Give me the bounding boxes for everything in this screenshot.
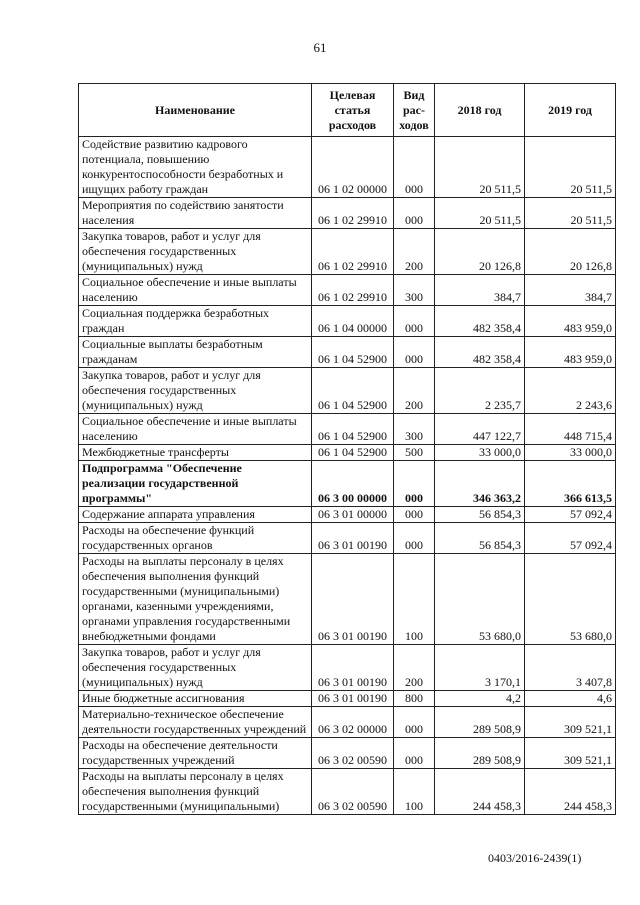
cell-expense-type: 000 xyxy=(394,707,435,738)
cell-2018: 56 854,3 xyxy=(435,523,525,554)
cell-2019: 483 959,0 xyxy=(525,337,616,368)
table-row xyxy=(79,414,616,445)
cell-name: Подпрограмма "Обеспечение реализации государственной программы" xyxy=(79,461,312,507)
table-row xyxy=(79,306,616,337)
cell-2019: 57 092,4 xyxy=(525,507,616,523)
cell-2018: 244 458,3 xyxy=(435,769,525,815)
table-row xyxy=(79,137,616,198)
table-body xyxy=(79,137,616,815)
table-row xyxy=(79,707,616,738)
cell-name: Расходы на выплаты персоналу в целях обеспечения выполнения функций государственными (муниципальными) органами, казенными учреждениями, органами управления государственными внебюджетными фондами xyxy=(79,554,312,645)
cell-target-code: 06 3 00 00000 xyxy=(312,461,394,507)
header-code: Целевая статья расходов xyxy=(312,84,394,137)
cell-2019: 309 521,1 xyxy=(525,738,616,769)
cell-2019: 4,6 xyxy=(525,691,616,707)
cell-expense-type: 000 xyxy=(394,337,435,368)
cell-name: Закупка товаров, работ и услуг для обеспечения государственных (муниципальных) нужд xyxy=(79,229,312,275)
cell-2019: 309 521,1 xyxy=(525,707,616,738)
cell-name: Закупка товаров, работ и услуг для обеспечения государственных (муниципальных) нужд xyxy=(79,645,312,691)
cell-expense-type: 000 xyxy=(394,137,435,198)
cell-expense-type: 100 xyxy=(394,769,435,815)
cell-2018: 482 358,4 xyxy=(435,337,525,368)
cell-name: Закупка товаров, работ и услуг для обеспечения государственных (муниципальных) нужд xyxy=(79,368,312,414)
cell-name: Социальное обеспечение и иные выплаты населению xyxy=(79,414,312,445)
table-row xyxy=(79,337,616,368)
cell-target-code: 06 1 02 29910 xyxy=(312,229,394,275)
cell-2019: 384,7 xyxy=(525,275,616,306)
header-2018: 2018 год xyxy=(435,84,525,137)
cell-target-code: 06 3 01 00190 xyxy=(312,523,394,554)
cell-target-code: 06 3 01 00190 xyxy=(312,554,394,645)
cell-2018: 447 122,7 xyxy=(435,414,525,445)
cell-name: Иные бюджетные ассигнования xyxy=(79,691,312,707)
cell-2018: 3 170,1 xyxy=(435,645,525,691)
cell-expense-type: 000 xyxy=(394,306,435,337)
cell-2018: 2 235,7 xyxy=(435,368,525,414)
cell-name: Мероприятия по содействию занятости населения xyxy=(79,198,312,229)
cell-2019: 33 000,0 xyxy=(525,445,616,461)
cell-target-code: 06 1 02 29910 xyxy=(312,198,394,229)
cell-name: Социальные выплаты безработным гражданам xyxy=(79,337,312,368)
cell-name: Межбюджетные трансферты xyxy=(79,445,312,461)
cell-target-code: 06 3 01 00190 xyxy=(312,645,394,691)
cell-target-code: 06 1 02 00000 xyxy=(312,137,394,198)
cell-2019: 57 092,4 xyxy=(525,523,616,554)
document-id: 0403/2016-2439(1) xyxy=(488,851,582,865)
cell-name: Расходы на обеспечение функций государственных органов xyxy=(79,523,312,554)
cell-2018: 289 508,9 xyxy=(435,738,525,769)
cell-target-code: 06 3 01 00190 xyxy=(312,691,394,707)
cell-2018: 20 511,5 xyxy=(435,198,525,229)
header-2019: 2019 год xyxy=(525,84,616,137)
cell-name: Материально-техническое обеспечение деятельности государственных учреждений xyxy=(79,707,312,738)
cell-name: Социальное обеспечение и иные выплаты населению xyxy=(79,275,312,306)
cell-2019: 3 407,8 xyxy=(525,645,616,691)
cell-target-code: 06 3 02 00590 xyxy=(312,738,394,769)
cell-target-code: 06 3 02 00000 xyxy=(312,707,394,738)
table-row xyxy=(79,368,616,414)
cell-target-code: 06 3 02 00590 xyxy=(312,769,394,815)
cell-expense-type: 300 xyxy=(394,414,435,445)
cell-target-code: 06 1 04 52900 xyxy=(312,368,394,414)
cell-expense-type: 000 xyxy=(394,507,435,523)
cell-expense-type: 200 xyxy=(394,368,435,414)
table-row xyxy=(79,523,616,554)
cell-name: Социальная поддержка безработных граждан xyxy=(79,306,312,337)
table-row xyxy=(79,229,616,275)
cell-expense-type: 200 xyxy=(394,645,435,691)
page-number: 61 xyxy=(313,40,327,55)
cell-2018: 33 000,0 xyxy=(435,445,525,461)
cell-name: Содействие развитию кадрового потенциала, повышению конкурентоспособности безработных и ищущих работу граждан xyxy=(79,137,312,198)
cell-2018: 346 363,2 xyxy=(435,461,525,507)
cell-expense-type: 000 xyxy=(394,461,435,507)
table-row xyxy=(79,507,616,523)
cell-2018: 384,7 xyxy=(435,275,525,306)
cell-name: Расходы на выплаты персоналу в целях обеспечения выполнения функций государственными (муниципальными) xyxy=(79,769,312,815)
cell-2019: 20 511,5 xyxy=(525,137,616,198)
header-kind: Вид рас-ходов xyxy=(394,84,435,137)
cell-2018: 482 358,4 xyxy=(435,306,525,337)
budget-table xyxy=(78,83,616,815)
cell-2019: 448 715,4 xyxy=(525,414,616,445)
cell-2018: 20 126,8 xyxy=(435,229,525,275)
cell-name: Расходы на обеспечение деятельности государственных учреждений xyxy=(79,738,312,769)
table-header-row xyxy=(79,84,616,137)
cell-target-code: 06 1 02 29910 xyxy=(312,275,394,306)
table-row xyxy=(79,554,616,645)
cell-2019: 53 680,0 xyxy=(525,554,616,645)
table-row xyxy=(79,275,616,306)
cell-expense-type: 100 xyxy=(394,554,435,645)
cell-expense-type: 000 xyxy=(394,198,435,229)
cell-2018: 4,2 xyxy=(435,691,525,707)
cell-2018: 20 511,5 xyxy=(435,137,525,198)
table-row xyxy=(79,645,616,691)
cell-2018: 56 854,3 xyxy=(435,507,525,523)
cell-expense-type: 200 xyxy=(394,229,435,275)
cell-expense-type: 800 xyxy=(394,691,435,707)
cell-name: Содержание аппарата управления xyxy=(79,507,312,523)
cell-2018: 53 680,0 xyxy=(435,554,525,645)
table-row xyxy=(79,198,616,229)
cell-2019: 20 126,8 xyxy=(525,229,616,275)
cell-target-code: 06 3 01 00000 xyxy=(312,507,394,523)
cell-2019: 2 243,6 xyxy=(525,368,616,414)
cell-2018: 289 508,9 xyxy=(435,707,525,738)
table-row xyxy=(79,691,616,707)
cell-target-code: 06 1 04 00000 xyxy=(312,306,394,337)
cell-2019: 366 613,5 xyxy=(525,461,616,507)
cell-2019: 20 511,5 xyxy=(525,198,616,229)
table-row xyxy=(79,769,616,815)
cell-2019: 483 959,0 xyxy=(525,306,616,337)
cell-target-code: 06 1 04 52900 xyxy=(312,445,394,461)
cell-target-code: 06 1 04 52900 xyxy=(312,414,394,445)
cell-expense-type: 000 xyxy=(394,523,435,554)
table-row xyxy=(79,738,616,769)
cell-expense-type: 000 xyxy=(394,738,435,769)
cell-2019: 244 458,3 xyxy=(525,769,616,815)
table-row xyxy=(79,445,616,461)
cell-expense-type: 300 xyxy=(394,275,435,306)
table-row xyxy=(79,461,616,507)
cell-target-code: 06 1 04 52900 xyxy=(312,337,394,368)
cell-expense-type: 500 xyxy=(394,445,435,461)
header-name: Наименование xyxy=(79,84,312,137)
